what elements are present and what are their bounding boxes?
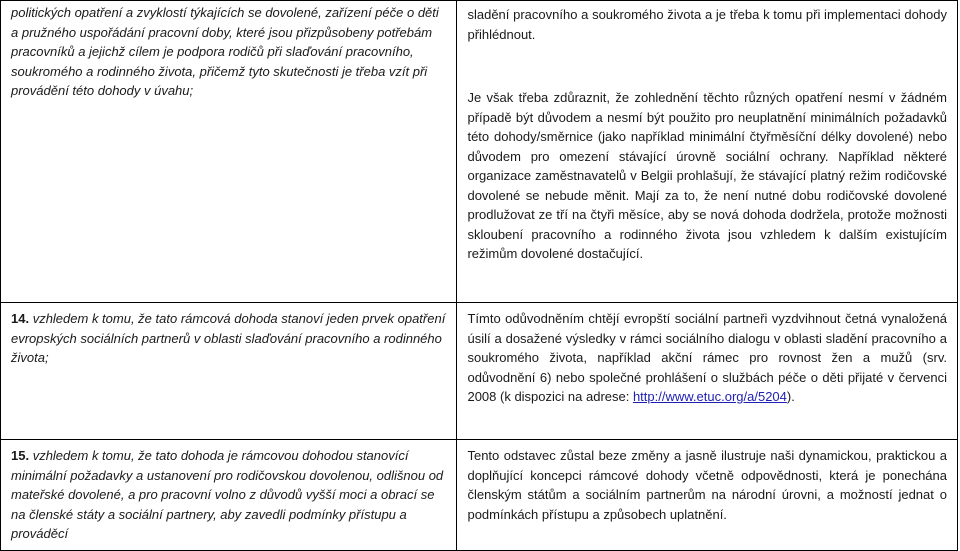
paragraph-gap — [467, 66, 947, 88]
recital-cell — [1, 1, 457, 303]
commentary-cell — [457, 303, 958, 440]
commentary-paragraph: sladění pracovního a soukromého života a je třeba k tomu při implementaci dohody přihlédnout. — [467, 7, 947, 42]
recital-text: vzhledem k tomu, že tato dohoda je rámcovou dohodou stanovící minimální požadavky a ustanovení pro rodičovskou dovolenou, odlišnou od mateřské dovolené, a pro pracovní volno z důvodů vyšší moci a obrací se na členské státy a sociální partnery, aby zavedli podmínky přístupu a prováděcí — [11, 448, 444, 541]
paragraph-gap — [467, 44, 947, 66]
commentary-cell — [457, 440, 958, 551]
recital-number: 15. — [11, 448, 30, 463]
recital-text: vzhledem k tomu, že tato rámcová dohoda stanoví jeden prvek opatření evropských sociálních partnerů v oblasti slaďování pracovního a rodinného života; — [11, 311, 446, 365]
commentary-text: Tento odstavec zůstal beze změny a jasně ilustruje naši dynamickou, praktickou a doplňující koncepci rámcové dohody včetně odpovědnosti, která je ponechána členským státům a sociálním partnerům na národní úrovni, a možností jednat o podmínkách přístupu a způsobech uplatnění. — [467, 448, 947, 522]
etuc-link[interactable]: http://www.etuc.org/a/5204 — [632, 389, 787, 404]
commentary-paragraph: Je však třeba zdůraznit, že zohlednění těchto různých opatření nesmí v žádném případě být důvodem a nesmí být použito pro neuplatnění minimálních požadavků této dohody/směrnice (jako například minimální čtyřměsíční délky dovolené) nebo důvodem pro omezení stávající úrovně sociální ochrany. Například některé organizace zaměstnavatelů v Belgii prohlašují, že stávající platný režim rodičovské dovolené se nebude měnit. Mají za to, že není nutné dobu rodičovské dovolené prodlužovat ze tří na čtyři měsíce, aby se nová dohoda dodržela, protože možnosti skloubení pracovního a rodinného života jsou vzhledem k dalším existujícím režimům dovolené dostačující. — [467, 90, 947, 261]
commentary-text-end: ). — [786, 389, 795, 404]
table-row — [1, 1, 958, 303]
table-row — [1, 303, 958, 440]
recital-text: politických opatření a zvyklostí týkajících se dovolené, zařízení péče o děti a pružného uspořádání pracovní doby, které jsou přizpůsobeny potřebám pracovníků a jejichž cílem je podpora rodičů při slaďování pracovního, soukromého a rodinného života, přičemž tyto skutečnosti je třeba vzít při provádění této dohody v úvahu; — [11, 5, 439, 98]
table-row — [1, 440, 958, 551]
commentary-cell — [457, 1, 958, 303]
recital-number: 14. — [11, 311, 30, 326]
recital-cell — [1, 440, 457, 551]
recital-cell — [1, 303, 457, 440]
commentary-text: Tímto odůvodněním chtějí evropští sociální partneři vyzdvihnout četná vynaložená úsilí a dosažené výsledky v rámci sociálního dialogu v oblasti sladění pracovního a soukromého života, například akční rámec pro rovnost žen a mužů (srv. odůvodnění 6) nebo společné prohlášení o službách péče o děti přijaté v červenci 2008 (k dispozici na adrese: — [467, 311, 947, 404]
